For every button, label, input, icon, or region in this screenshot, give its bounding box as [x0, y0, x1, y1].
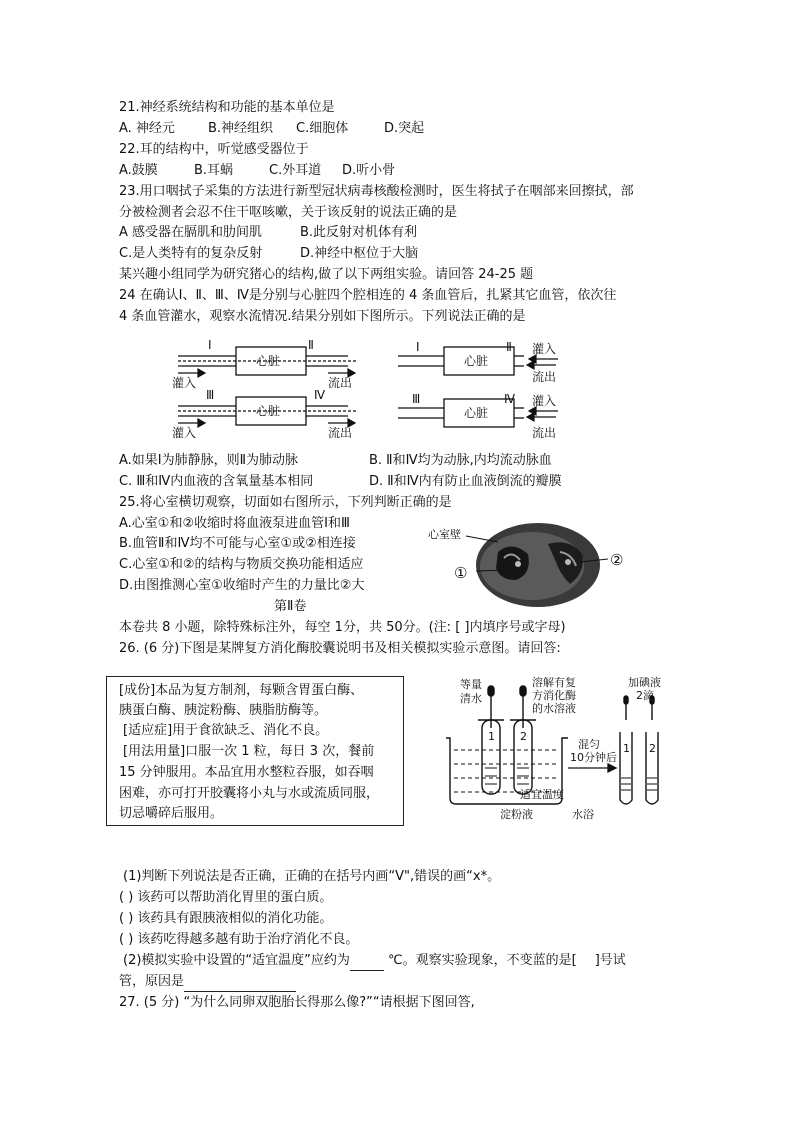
q26-part1: (1)判断下列说法是否正确，正确的在括号内画“V",错误的画“x*。	[123, 869, 501, 884]
q25-option-a: A.心室①和②收缩时将血液泵进血管Ⅰ和Ⅲ	[119, 516, 350, 531]
small-tube-2-number: 2	[649, 742, 656, 755]
heart-label-1: 心脏	[256, 354, 281, 368]
drug-instructions-box	[106, 676, 404, 826]
mix-label-1: 混匀	[578, 738, 600, 751]
temperature-answer-blank[interactable]	[350, 952, 384, 971]
q24-option-a: A.如果Ⅰ为肺静脉，则Ⅱ为肺动脉	[119, 453, 299, 468]
starch-label: 淀粉液	[500, 808, 533, 821]
small-tube-1-number: 1	[623, 742, 630, 755]
q25-option-d: D.由图推测心室①收缩时产生的力量比②大	[119, 578, 365, 593]
q24-option-d: D. Ⅱ和Ⅳ内有防止血液倒流的瓣膜	[369, 474, 562, 489]
heart-label-4: 心脏	[464, 406, 489, 420]
q22-options	[119, 162, 395, 180]
box-line-7: 切忌嚼碎后服用。	[119, 806, 224, 821]
box-line-4: [用法用量]口服一次 1 粒，每日 3 次，餐前	[123, 744, 375, 759]
q24-options-ab	[119, 452, 552, 470]
q26-part2-line2	[119, 973, 296, 992]
q24-stem-line1: 24 在确认Ⅰ、Ⅱ、Ⅲ、Ⅳ是分别与心脏四个腔相连的 4 条血管后，扎紧其它血管，依次往	[119, 288, 617, 303]
enzyme-experiment-diagram	[440, 672, 680, 822]
box-line-2: 胰蛋白酶、胰淀粉酶、胰脂肪酶等。	[119, 703, 328, 718]
box-line-5: 15 分钟服用。本品宜用水整粒吞服，如吞咽	[119, 765, 374, 780]
q21-option-b: B.神经组织	[208, 121, 274, 136]
q24-options-cd	[119, 473, 562, 491]
q23-option-b: B.此反射对机体有利	[300, 225, 418, 240]
q22-option-c: C.外耳道	[269, 163, 322, 178]
intro-24-25: 某兴趣小组同学为研究猪心的结构,做了以下两组实验。请回答 24-25 题	[119, 267, 534, 282]
q21-option-c: C.细胞体	[296, 121, 349, 136]
q23-option-a: A 感受器在膈肌和肋间肌	[119, 225, 263, 240]
vessel-label-3b: Ⅲ	[412, 392, 421, 406]
q21-option-d: D.突起	[384, 121, 425, 136]
q23-options-cd	[119, 245, 418, 263]
vessel-label-4a: Ⅳ	[314, 388, 326, 402]
q23-stem-line1: 23.用口咽拭子采集的方法进行新型冠状病毒核酸检测时，医生将拭子在咽部来回擦拭，部	[119, 184, 634, 199]
part2-note: 本卷共 8 小题，除特殊标注外，每空 1分，共 50分。(注: [ ]内填序号或字母)	[119, 620, 566, 635]
q22-option-d: D.听小骨	[342, 163, 396, 178]
outflow-label-3: 流出	[532, 370, 557, 384]
box-line-3: [适应症]用于食欲缺乏、消化不良。	[123, 723, 329, 738]
q22-stem: 22.耳的结构中，听觉感受器位于	[119, 142, 309, 157]
water-label-2: 清水	[460, 692, 482, 705]
vessel-label-2b: Ⅱ	[506, 340, 512, 354]
q25-stem: 25.将心室横切观察，切面如右图所示，下列判断正确的是	[119, 495, 452, 510]
q21-stem: 21.神经系统结构和功能的基本单位是	[119, 100, 335, 115]
heart-perfusion-diagram	[168, 333, 568, 445]
q23-option-d: D.神经中枢位于大脑	[300, 246, 419, 261]
ventricle-1-marker: ①	[454, 564, 468, 582]
q25-option-b: B.血管Ⅱ和Ⅳ均不可能与心室①或②相连接	[119, 536, 356, 551]
q21-options	[119, 120, 424, 138]
ventricle-wall-label: 心室壁	[428, 528, 461, 541]
inflow-label-2: 灌入	[172, 426, 197, 440]
q24-option-c: C. Ⅲ和Ⅳ内血液的含氧量基本相同	[119, 474, 314, 489]
heart-label-3: 心脏	[464, 354, 489, 368]
reason-answer-blank[interactable]	[184, 973, 296, 992]
q23-option-c: C.是人类特有的复杂反射	[119, 246, 263, 261]
q25-option-c: C.心室①和②的结构与物质交换功能相适应	[119, 557, 364, 572]
enzyme-label-1: 溶解有复	[532, 676, 576, 689]
q26-statement-1: ( ) 该药可以帮助消化胃里的蛋白质。	[119, 890, 333, 905]
q23-stem-line2: 分被检测者会忍不住干呕咳嗽，关于该反射的说法正确的是	[119, 205, 458, 220]
outflow-label-1: 流出	[328, 376, 353, 390]
q26-part2-d: 管，原因是	[119, 974, 185, 989]
temp-label-2: 水浴	[572, 808, 594, 821]
water-label-1: 等量	[460, 678, 482, 691]
q26-part2-a: (2)模拟实验中设置的“适宜温度”应约为	[123, 953, 350, 968]
q22-option-a: A.鼓膜	[119, 163, 158, 178]
vessel-label-3a: Ⅲ	[206, 388, 215, 402]
tube-1-number: 1	[488, 730, 495, 743]
inflow-label-3: 灌入	[532, 342, 557, 356]
vessel-label-1b: Ⅰ	[416, 340, 420, 354]
q26-part2-b: ℃。观察实验现象，不变蓝的是[	[388, 953, 577, 968]
heart-label-2: 心脏	[256, 404, 281, 418]
ventricle-2-marker: ②	[610, 551, 624, 569]
temp-label-1: 适宜温度	[520, 788, 564, 801]
mix-label-2: 10分钟后	[570, 751, 617, 764]
iodine-label-2: 2滴	[636, 689, 654, 702]
outflow-label-4: 流出	[532, 426, 557, 440]
q26-part2-line1	[123, 952, 626, 971]
tube-number-answer-blank[interactable]	[577, 952, 595, 970]
q27-stem: 27. (5 分) “为什么同卵双胞胎长得那么像?”“请根据下图回答,	[119, 995, 475, 1010]
enzyme-label-3: 的水溶液	[532, 702, 576, 715]
outflow-label-2: 流出	[328, 426, 353, 440]
inflow-label-1: 灌入	[172, 376, 197, 390]
q26-stem: 26. (6 分)下图是某牌复方消化酶胶囊说明书及相关模拟实验示意图。请回答:	[119, 641, 561, 656]
iodine-label-1: 加碘液	[628, 676, 661, 689]
q24-option-b: B. Ⅱ和Ⅳ均为动脉,内均流动脉血	[369, 453, 552, 468]
q26-statement-3: ( ) 该药吃得越多越有助于治疗消化不良。	[119, 932, 359, 947]
box-line-6: 困难，亦可打开胶囊将小丸与水或流质同服，	[119, 786, 380, 801]
box-line-1: [成份]本品为复方制剂，每颗含胃蛋白酶、	[119, 683, 364, 698]
q21-option-a: A. 神经元	[119, 121, 175, 136]
enzyme-label-2: 方消化酶	[532, 689, 576, 702]
q26-part2-c: ]号试	[594, 953, 626, 968]
ventricle-cross-section	[420, 518, 635, 610]
tube-2-number: 2	[520, 730, 527, 743]
vessel-label-2a: Ⅱ	[308, 338, 314, 352]
q24-stem-line2: 4 条血管灌水，观察水流情况.结果分别如下图所示。下列说法正确的是	[119, 309, 526, 324]
q23-options-ab	[119, 224, 417, 242]
vessel-label-4b: Ⅳ	[504, 392, 516, 406]
vessel-label-1a: Ⅰ	[208, 338, 212, 352]
inflow-label-4: 灌入	[532, 394, 557, 408]
part2-title: 第Ⅱ卷	[274, 599, 307, 614]
q26-statement-2: ( ) 该药具有跟胰液相似的消化功能。	[119, 911, 333, 926]
q22-option-b: B.耳蜗	[194, 163, 234, 178]
